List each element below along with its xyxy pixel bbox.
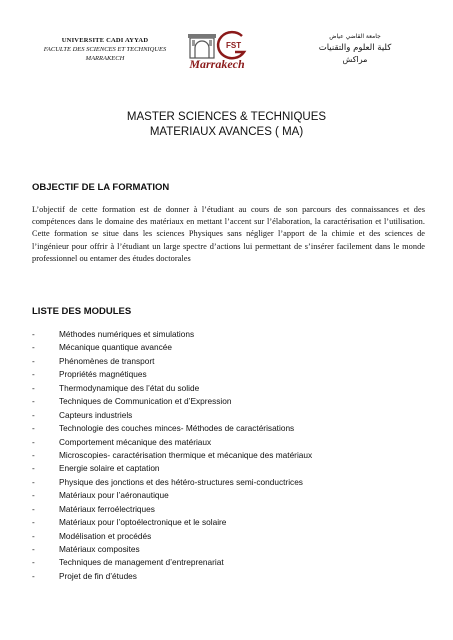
- list-item: [32, 462, 432, 475]
- module-name: Matériaux composites: [59, 544, 140, 554]
- header-left-institution: [20, 36, 190, 63]
- list-bullet: -: [32, 476, 35, 487]
- modules-list: [32, 328, 432, 583]
- list-bullet: -: [32, 530, 35, 541]
- list-bullet: -: [32, 382, 35, 393]
- list-item: [32, 382, 432, 395]
- page-title: [0, 110, 453, 140]
- list-bullet: -: [32, 396, 35, 407]
- list-item: [32, 422, 432, 435]
- module-name: Techniques de management d’entreprenariat: [59, 557, 224, 568]
- list-item: [32, 476, 432, 489]
- city-name: MARRAKECH: [85, 55, 125, 62]
- header-right-institution-arabic: [290, 32, 420, 65]
- list-bullet: -: [32, 570, 35, 581]
- title-line-1: MASTER SCIENCES & TECHNIQUES: [126, 111, 327, 123]
- list-item: [32, 449, 432, 462]
- list-item: [32, 530, 432, 543]
- list-item: [32, 341, 432, 354]
- list-item: [32, 489, 432, 502]
- module-name: Capteurs industriels: [59, 409, 133, 420]
- list-item: [32, 328, 432, 341]
- list-bullet: -: [32, 544, 35, 554]
- module-name: Matériaux pour l’optoélectronique et le solaire: [59, 517, 227, 528]
- module-name: Microscopies- caractérisation thermique et mécanique des matériaux: [59, 449, 313, 460]
- list-item: [32, 436, 432, 449]
- module-name: Méthodes numériques et simulations: [59, 329, 195, 339]
- list-item: [32, 395, 432, 408]
- city-name-arabic: مراكش: [342, 55, 368, 64]
- list-bullet: -: [32, 409, 35, 420]
- module-name: Comportement mécanique des matériaux: [59, 436, 212, 447]
- list-bullet: -: [32, 503, 35, 514]
- list-item: [32, 409, 432, 422]
- fst-logo: [182, 26, 252, 74]
- module-name: Propriétés magnétiques: [59, 369, 147, 380]
- module-name: Matériaux ferroélectriques: [59, 503, 155, 514]
- list-item: [32, 543, 432, 556]
- objective-paragraph: L’objectif de cette formation est de donner à l’étudiant au cours de son parcours des connaissances et des compétences dans le domaine des matériaux en mettant l’accent sur l’élaboration, la caractérisation et l’utilisation. Cette formation se situe dans les sciences Physiques sans négliger l’apport de la chimie et des sciences de l’ingénieur pour offrir à l’étudiant un large spectre d’actions lui permettant de s’insérer facilement dans le monde professionnel ou entamer des études doctorales: [32, 205, 425, 263]
- module-name: Phénomènes de transport: [59, 355, 155, 366]
- module-name: Thermodynamique des l’état du solide: [59, 382, 200, 393]
- module-name: Modélisation et procédés: [59, 530, 152, 541]
- university-name-arabic: جامعة القاضي عياض: [329, 33, 381, 40]
- faculty-name-arabic: كلية العلوم والتقنيات: [318, 43, 392, 53]
- objective-heading: OBJECTIF DE LA FORMATION: [32, 182, 170, 193]
- list-item: [32, 570, 432, 583]
- list-bullet: -: [32, 423, 35, 434]
- faculty-name: FACULTE DES SCIENCES ET TECHNIQUES: [43, 46, 167, 53]
- list-item: [32, 516, 432, 529]
- list-item: [32, 368, 432, 381]
- list-bullet: -: [32, 329, 35, 339]
- module-name: Projet de fin d’études: [59, 570, 137, 581]
- list-bullet: -: [32, 463, 35, 474]
- university-name: UNIVERSITE CADI AYYAD: [61, 37, 149, 44]
- list-bullet: -: [32, 369, 35, 380]
- list-bullet: -: [32, 449, 35, 460]
- logo-badge-text: FST: [226, 41, 242, 50]
- list-bullet: -: [32, 355, 35, 366]
- title-line-2: MATERIAUX AVANCES ( MA): [149, 126, 304, 138]
- module-name: Matériaux pour l’aéronautique: [59, 490, 169, 501]
- list-bullet: -: [32, 342, 35, 353]
- list-bullet: -: [32, 557, 35, 568]
- module-name: Mécanique quantique avancée: [59, 342, 173, 353]
- list-bullet: -: [32, 490, 35, 501]
- module-name: Physique des jonctions et des hétéro-structures semi-conductrices: [59, 476, 303, 487]
- modules-heading: LISTE DES MODULES: [32, 306, 132, 317]
- logo-city-text: Marrakech: [189, 57, 245, 71]
- module-name: Technologie des couches minces- Méthodes de caractérisations: [59, 423, 295, 434]
- list-bullet: -: [32, 436, 35, 447]
- list-item: [32, 503, 432, 516]
- list-bullet: -: [32, 517, 35, 528]
- list-item: [32, 556, 432, 569]
- module-name: Energie solaire et captation: [59, 463, 160, 474]
- module-name: Techniques de Communication et d’Expression: [59, 396, 232, 407]
- list-item: [32, 355, 432, 368]
